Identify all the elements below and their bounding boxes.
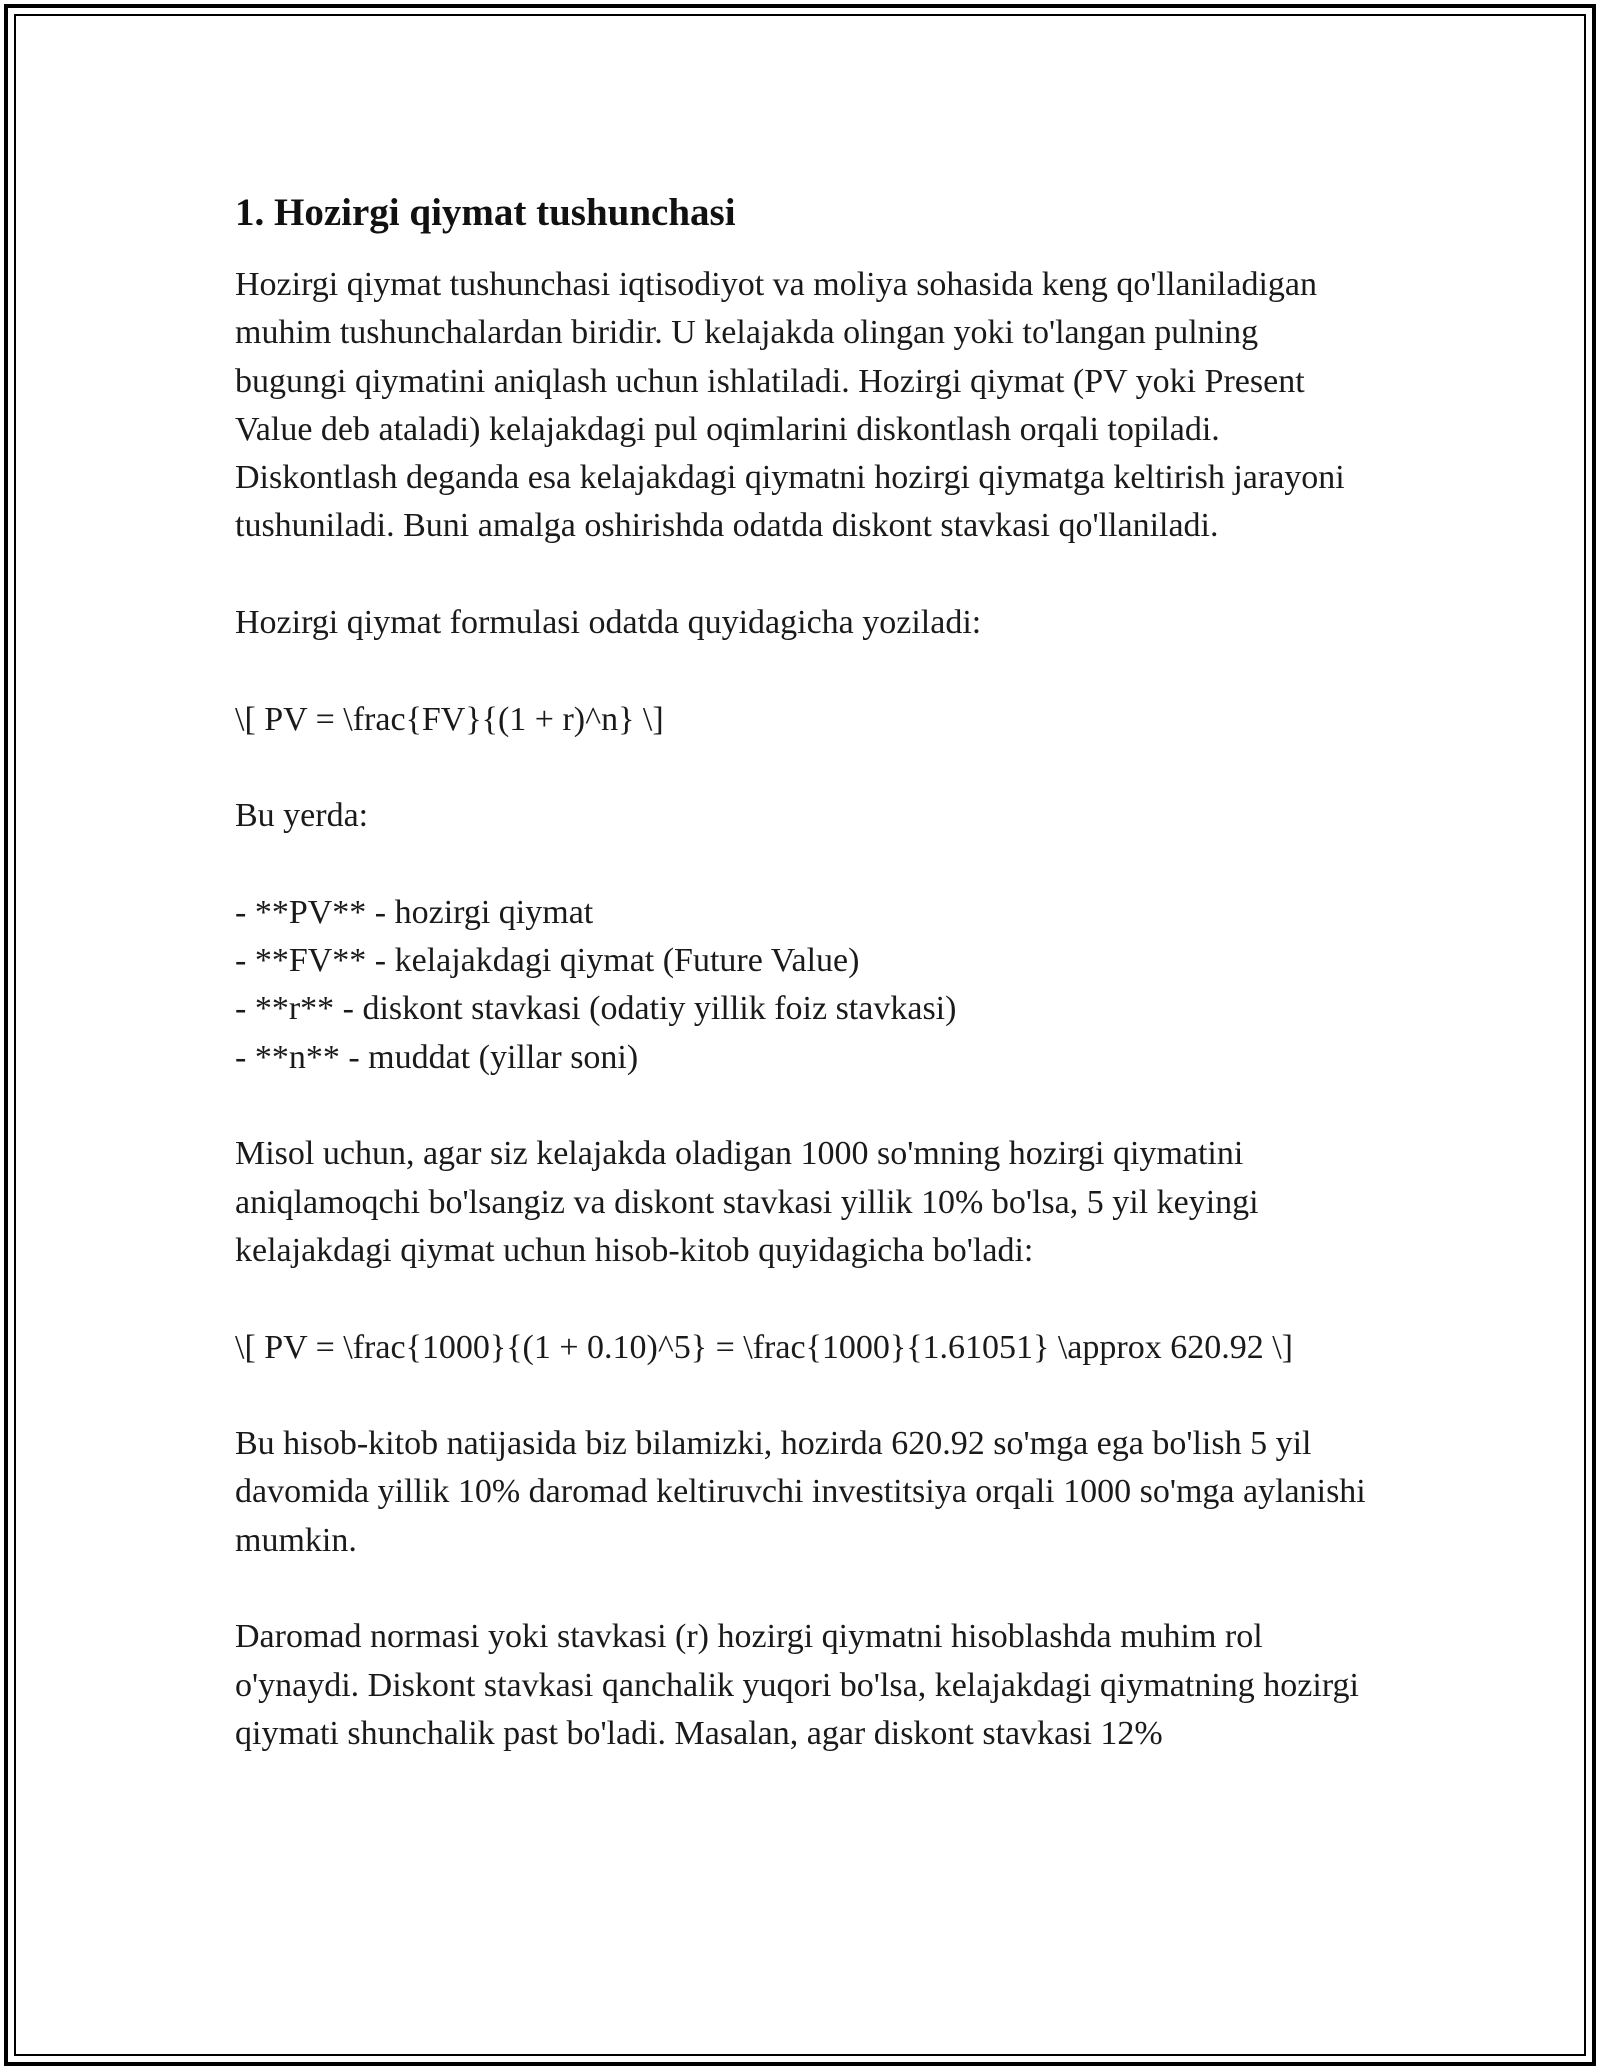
formula-intro-paragraph: Hozirgi qiymat formulasi odatda quyidagicha yoziladi:	[235, 604, 982, 642]
definition-item-pv: - **PV** - hozirgi qiymat	[235, 893, 594, 931]
definition-list	[235, 889, 1375, 1082]
intro-paragraph: Hozirgi qiymat tushunchasi iqtisodiyot va moliya sohasida keng qo'llaniladigan muhim tushunchalardan biridir. U kelajakda olingan yoki to'langan pulning bugungi qiymatini aniqlash uchun ishlatiladi. Hozirgi qiymat (PV yoki Present Value deb ataladi) kelajakdagi pul oqimlarini diskontlash orqali topiladi. Diskontlash deganda esa kelajakdagi qiymatni hozirgi qiymatga keltirish jarayoni tushuniladi. Buni amalga oshirishda odatda diskont stavkasi qo'llaniladi.	[235, 266, 1345, 545]
section-heading: 1. Hozirgi qiymat tushunchasi	[235, 191, 736, 234]
document-body	[235, 185, 1375, 1807]
definition-item-n: - **n** - muddat (yillar soni)	[235, 1038, 639, 1076]
pv-formula: \[ PV = \frac{FV}{(1 + r)^n} \]	[235, 700, 664, 738]
conclusion-paragraph: Bu hisob-kitob natijasida biz bilamizki, hozirda 620.92 so'mga ega bo'lish 5 yil davomida yillik 10% daromad keltiruvchi investitsiya orqali 1000 so'mga aylanishi mumkin.	[235, 1425, 1366, 1559]
example-formula: \[ PV = \frac{1000}{(1 + 0.10)^5} = \frac{1000}{1.61051} \approx 620.92 \]	[235, 1328, 1293, 1366]
definition-item-fv: - **FV** - kelajakdagi qiymat (Future Value)	[235, 942, 860, 980]
example-paragraph: Misol uchun, agar siz kelajakda oladigan 1000 so'mning hozirgi qiymatini aniqlamoqchi bo'lsangiz va diskont stavkasi yillik 10% bo'lsa, 5 yil keyingi kelajakdagi qiymat uchun hisob-kitob quyidagicha bo'ladi:	[235, 1135, 1259, 1269]
where-label: Bu yerda:	[235, 797, 369, 835]
rate-paragraph: Daromad normasi yoki stavkasi (r) hozirgi qiymatni hisoblashda muhim rol o'ynaydi. Diskont stavkasi qanchalik yuqori bo'lsa, kelajakdagi qiymatning hozirgi qiymati shunchalik past bo'ladi. Masalan, agar diskont stavkasi 12%	[235, 1618, 1359, 1752]
definition-item-r: - **r** - diskont stavkasi (odatiy yillik foiz stavkasi)	[235, 990, 957, 1028]
